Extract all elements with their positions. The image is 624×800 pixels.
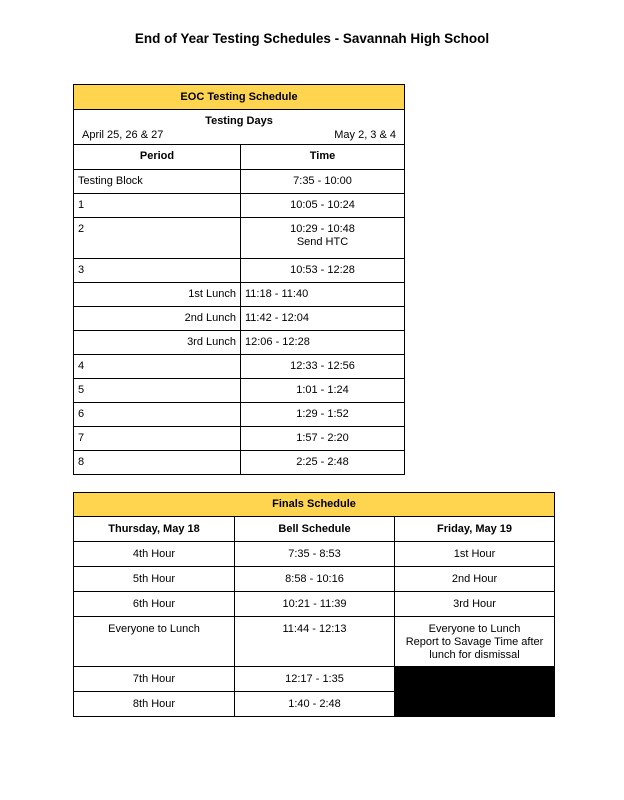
page-title: End of Year Testing Schedules - Savannah High School bbox=[134, 31, 490, 46]
table-row bbox=[74, 667, 555, 692]
lunch-period-cell: 2nd Lunch bbox=[74, 307, 241, 331]
eoc-table-title: EOC Testing Schedule bbox=[74, 85, 405, 110]
bell-cell: 8:58 - 10:16 bbox=[235, 567, 395, 592]
time-cell: 1:29 - 1:52 bbox=[241, 403, 405, 427]
table-row bbox=[74, 592, 555, 617]
table-row bbox=[74, 283, 405, 307]
thursday-cell: 4th Hour bbox=[74, 542, 235, 567]
table-row bbox=[74, 451, 405, 475]
time-cell: 1:57 - 2:20 bbox=[241, 427, 405, 451]
friday-cell-line: Everyone to Lunch bbox=[428, 623, 521, 635]
period-cell: 7 bbox=[74, 427, 241, 451]
lunch-time-cell: 11:18 - 11:40 bbox=[241, 283, 405, 307]
time-cell: 12:33 - 12:56 bbox=[241, 355, 405, 379]
col-header-bell: Bell Schedule bbox=[235, 517, 395, 542]
thursday-cell: Everyone to Lunch bbox=[74, 617, 235, 667]
friday-cell-note: Report to Savage Time after lunch for dismissal bbox=[405, 636, 544, 661]
time-cell: 2:25 - 2:48 bbox=[241, 451, 405, 475]
friday-cell: 3rd Hour bbox=[395, 592, 555, 617]
testing-days-right: May 2, 3 & 4 bbox=[334, 129, 396, 141]
table-row bbox=[74, 307, 405, 331]
col-header-time: Time bbox=[241, 145, 405, 170]
time-cell: 1:01 - 1:24 bbox=[241, 379, 405, 403]
period-cell: 8 bbox=[74, 451, 241, 475]
time-note: Send HTC bbox=[296, 236, 349, 248]
finals-schedule-table bbox=[73, 492, 555, 717]
table-row bbox=[74, 355, 405, 379]
col-header-period: Period bbox=[74, 145, 241, 170]
eoc-schedule-table bbox=[73, 84, 405, 475]
table-row bbox=[74, 542, 555, 567]
period-cell: 3 bbox=[74, 259, 241, 283]
period-cell: 4 bbox=[74, 355, 241, 379]
friday-cell: 1st Hour bbox=[395, 542, 555, 567]
bell-cell: 11:44 - 12:13 bbox=[235, 617, 395, 667]
bell-cell: 7:35 - 8:53 bbox=[235, 542, 395, 567]
thursday-cell: 7th Hour bbox=[74, 667, 235, 692]
lunch-period-cell: 1st Lunch bbox=[74, 283, 241, 307]
bell-cell: 10:21 - 11:39 bbox=[235, 592, 395, 617]
table-row bbox=[74, 567, 555, 592]
testing-days-label: Testing Days bbox=[205, 115, 273, 127]
table-row bbox=[74, 427, 405, 451]
col-header-friday: Friday, May 19 bbox=[395, 517, 555, 542]
thursday-cell: 5th Hour bbox=[74, 567, 235, 592]
table-row bbox=[74, 331, 405, 355]
bell-cell: 1:40 - 2:48 bbox=[235, 692, 395, 717]
time-cell: 10:53 - 12:28 bbox=[241, 259, 405, 283]
testing-days-left: April 25, 26 & 27 bbox=[82, 129, 164, 141]
period-cell: 6 bbox=[74, 403, 241, 427]
lunch-time-cell: 11:42 - 12:04 bbox=[241, 307, 405, 331]
time-cell: 7:35 - 10:00 bbox=[241, 170, 405, 194]
time-value: 10:29 - 10:48 bbox=[290, 223, 355, 235]
time-cell bbox=[241, 218, 405, 259]
period-cell: 1 bbox=[74, 194, 241, 218]
period-cell: 5 bbox=[74, 379, 241, 403]
table-row bbox=[74, 617, 555, 667]
time-cell: 10:05 - 10:24 bbox=[241, 194, 405, 218]
testing-days-cell bbox=[74, 110, 405, 145]
blacked-out-cell bbox=[395, 667, 555, 717]
lunch-period-cell: 3rd Lunch bbox=[74, 331, 241, 355]
period-cell: 2 bbox=[74, 218, 241, 259]
col-header-thursday: Thursday, May 18 bbox=[74, 517, 235, 542]
lunch-time-cell: 12:06 - 12:28 bbox=[241, 331, 405, 355]
table-row bbox=[74, 379, 405, 403]
bell-cell: 12:17 - 1:35 bbox=[235, 667, 395, 692]
friday-cell: 2nd Hour bbox=[395, 567, 555, 592]
table-row bbox=[74, 218, 405, 259]
thursday-cell: 6th Hour bbox=[74, 592, 235, 617]
table-row bbox=[74, 259, 405, 283]
table-row bbox=[74, 403, 405, 427]
thursday-cell: 8th Hour bbox=[74, 692, 235, 717]
period-cell: Testing Block bbox=[74, 170, 241, 194]
friday-cell bbox=[395, 617, 555, 667]
table-row bbox=[74, 194, 405, 218]
table-row bbox=[74, 170, 405, 194]
finals-table-title: Finals Schedule bbox=[74, 493, 555, 517]
